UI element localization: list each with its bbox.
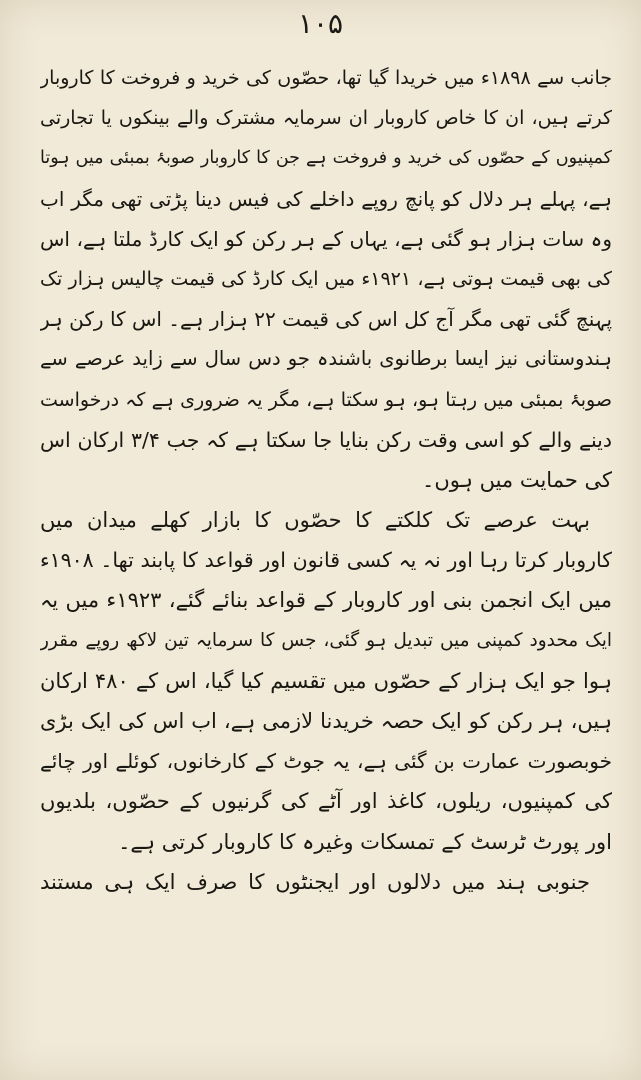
text-line: کی کمپنیوں، ریلوں، کاغذ اور آٹے کی گرنیوں کے حصّوں، بلدیوں: [40, 789, 612, 814]
text-line: ہندوستانی نیز ایسا برطانوی باشندہ جو دس سال سے زاید عرصے سے: [40, 347, 612, 371]
text-line: کرتے ہیں، ان کا خاص کاروبار ان سرمایہ مشترک والے بینکوں یا تجارتی: [40, 107, 612, 130]
paragraph-first-line: بہت عرصے تک کلکتے کا حصّوں کا بازار کھلے میدان میں: [40, 508, 590, 533]
text-line: کاروبار کرتا رہا اور نہ یہ کسی قانون اور قواعد کا پابند تھا۔ ۱۹۰۸ء: [40, 548, 612, 573]
text-line: وہ سات ہزار ہو گئی ہے، یہاں کے ہر رکن کو ایک کارڈ ملتا ہے، اس: [40, 226, 612, 251]
text-line: ایک محدود کمپنی میں تبدیل ہو گئی، جس کا سرمایہ تین لاکھ روپے مقرر: [40, 629, 612, 651]
text-line: میں ایک انجمن بنی اور کاروبار کے قواعد بنائے گئے، ۱۹۲۳ء میں یہ: [40, 588, 612, 613]
text-line: ہوا جو ایک ہزار کے حصّوں میں تقسیم کیا گیا، اس کے ۴۸۰ ارکان: [40, 668, 612, 693]
paragraph-first-line: جنوبی ہند میں دلالوں اور ایجنٹوں کا صرف ایک ہی مستند: [40, 869, 590, 894]
text-line: ہیں، ہر رکن کو ایک حصہ خریدنا لازمی ہے، اب اس کی ایک بڑی: [40, 709, 612, 733]
text-line: خوبصورت عمارت بن گئی ہے، یہ جوٹ کے کارخانوں، کوئلے اور چائے: [40, 749, 612, 774]
text-line: پہنچ گئی تھی مگر آج کل اس کی قیمت ۲۲ ہزار ہے۔ اس کا رکن ہر: [40, 307, 612, 332]
text-line: کی بھی قیمت ہوتی ہے، ۱۹۲۱ء میں ایک کارڈ کی قیمت چالیس ہزار تک: [40, 267, 612, 290]
paragraph-last-line: کی حمایت میں ہوں۔: [422, 467, 612, 492]
text-line: جانب سے ۱۸۹۸ء میں خریدا گیا تھا، حصّوں کی خرید و فروخت کا کاروبار: [40, 67, 612, 89]
page-body-text: [40, 58, 612, 902]
page-number: ۱۰۵: [297, 7, 344, 40]
paragraph-last-line: اور پورٹ ٹرسٹ کے تمسکات وغیرہ کا کاروبار کرتی ہے۔: [118, 829, 612, 854]
text-line: ہے، پہلے ہر دلال کو پانچ روپے داخلے کی فیس دینا پڑتی تھی مگر اب: [40, 186, 612, 211]
text-line: صوبۂ بمبئی میں رہتا ہو، ہو سکتا ہے، مگر یہ ضروری ہے کہ درخواست: [40, 388, 612, 411]
text-line: کمپنیوں کے حصّوں کی خرید و فروخت ہے جن کا کاروبار صوبۂ بمبئی میں ہوتا: [40, 148, 612, 169]
text-line: دینے والے کو اسی وقت رکن بنایا جا سکتا ہے کہ جب ۳/۴ ارکان اس: [40, 427, 612, 452]
